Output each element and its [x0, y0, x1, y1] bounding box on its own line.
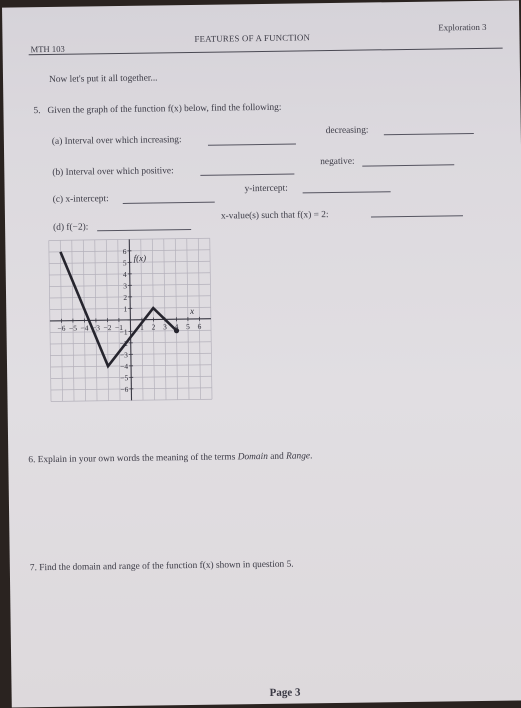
q5-prompt: Given the graph of the function f(x) below, find the following: — [47, 104, 281, 117]
q6-question — [28, 452, 312, 465]
q5-number: 5. — [33, 107, 40, 117]
x-tick-label: 3 — [163, 322, 167, 331]
y-tick-label: 2 — [123, 293, 127, 302]
q5b-negative-label: negative: — [320, 158, 355, 168]
q5b-negative-line — [362, 164, 454, 166]
q5a-label: (a) Interval over which increasing: — [52, 136, 182, 147]
y-tick-label: 1 — [123, 304, 127, 313]
x-tick-label: −6 — [57, 324, 65, 333]
x-tick-label: −1 — [115, 323, 123, 332]
q6-term-range: Range — [286, 451, 310, 461]
x-tick-label: −5 — [69, 324, 77, 333]
y-tick-label: 6 — [123, 247, 127, 256]
y-tick-label: 4 — [123, 270, 127, 279]
q5a-decreasing-label: decreasing: — [326, 127, 369, 137]
page-header-title: FEATURES OF A FUNCTION — [194, 33, 310, 43]
exploration-label: Exploration 3 — [438, 23, 486, 32]
y-tick-label: −1 — [120, 327, 128, 336]
q6-text-pre: Explain in your own words the meaning of the terms — [38, 452, 238, 465]
y-tick-label: 5 — [123, 258, 127, 267]
intro-text: Now let's put it all together... — [49, 74, 158, 85]
header-rule — [29, 48, 503, 56]
q6-text-mid: and — [268, 452, 286, 462]
x-tick-label: −4 — [80, 323, 88, 332]
x-axis-label: x — [189, 306, 194, 316]
q5d-label: (d) f(−2): — [53, 223, 88, 233]
worksheet-page — [2, 0, 521, 707]
q5c-yintercept-label: y-intercept: — [245, 185, 288, 195]
y-tick-label: −6 — [120, 385, 128, 394]
q5d-xvalue-label: x-value(s) such that f(x) = 2: — [221, 211, 329, 222]
course-code: MTH 103 — [31, 45, 65, 54]
q5b-label: (b) Interval over which positive: — [52, 167, 173, 178]
q6-text-end: . — [310, 451, 312, 461]
q5c-label: (c) x-intercept: — [53, 195, 109, 205]
y-tick-label: 3 — [123, 281, 127, 290]
y-tick-label: −5 — [120, 373, 128, 382]
q5b-answer-line — [200, 174, 294, 176]
x-tick-label: −3 — [92, 323, 100, 332]
y-tick-label: −4 — [120, 362, 128, 371]
graph-axes — [49, 238, 212, 401]
q5d-xvalue-line — [371, 215, 463, 217]
x-tick-label: 5 — [186, 322, 190, 331]
q6-number: 6. — [28, 455, 35, 465]
y-tick-label: −3 — [120, 350, 128, 359]
function-graph — [27, 228, 240, 431]
x-tick-label: −2 — [103, 323, 111, 332]
q7-text: Find the domain and range of the function f(x) shown in question 5. — [39, 560, 294, 574]
x-tick-label: 2 — [152, 322, 156, 331]
q5a-decreasing-line — [384, 133, 474, 135]
q7-number: 7. — [30, 563, 37, 573]
x-tick-label: 6 — [198, 322, 202, 331]
q5c-answer-line — [123, 202, 215, 204]
q6-term-domain: Domain — [238, 452, 268, 462]
y-tick-label: −2 — [120, 339, 128, 348]
q7-question — [30, 561, 294, 574]
x-tick-label: 4 — [175, 322, 179, 331]
function-label: f(x) — [133, 253, 146, 263]
q5c-yintercept-line — [303, 191, 391, 193]
page-number: Page 3 — [270, 688, 301, 699]
q5a-answer-line — [208, 144, 296, 146]
x-tick-label: 1 — [140, 323, 144, 332]
